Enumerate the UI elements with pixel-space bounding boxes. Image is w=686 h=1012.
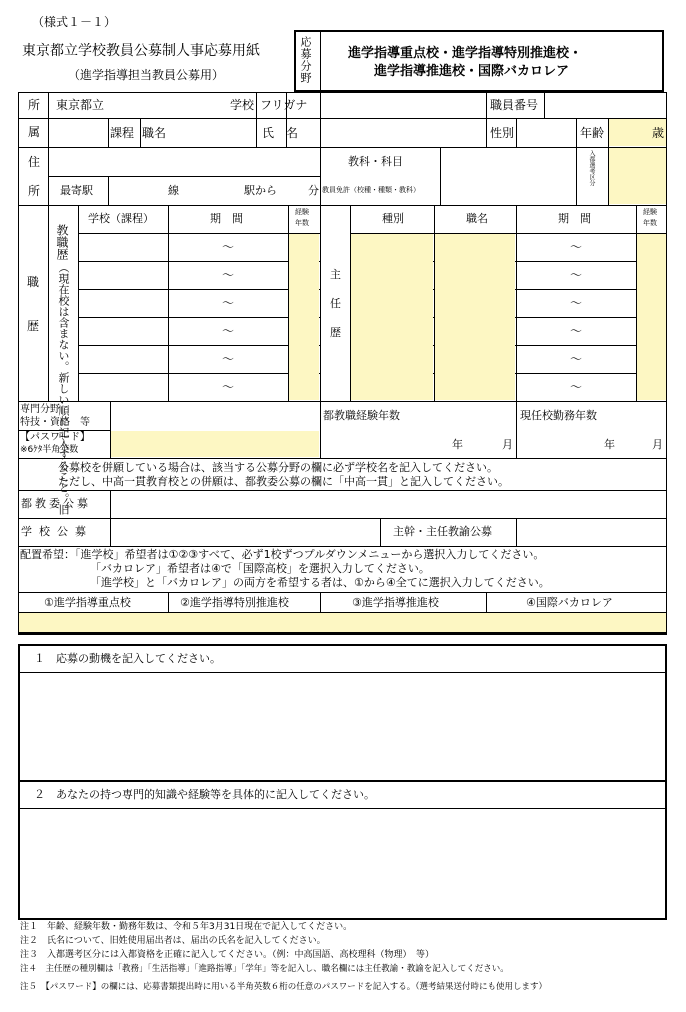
note-1: 注１ 年齢、経験年数・勤務年数は、令和５年3月31日現在で記入してください。 bbox=[20, 922, 353, 932]
tilde-left-3: ～ bbox=[222, 296, 235, 310]
password-input[interactable] bbox=[111, 431, 319, 457]
note-4: 注４ 主任歴の種別欄は「教務」「生活指導」「進路指導」「学年」等を記入し、職名欄には主任教諭・教諭を記入してください。 bbox=[20, 964, 509, 974]
address-label-2: 所 bbox=[28, 184, 41, 198]
name-input[interactable] bbox=[287, 119, 485, 146]
password-label: 【パスワード】 bbox=[20, 432, 90, 443]
tilde-left-4: ～ bbox=[222, 324, 235, 338]
form-number: （様式１－１） bbox=[32, 15, 117, 29]
license-label: 教員免許（校種・種類・教科） bbox=[322, 186, 420, 194]
type-header: 種別 bbox=[382, 212, 404, 225]
years-header-right-2: 年数 bbox=[643, 219, 657, 227]
chief-application-label: 主幹・主任教諭公募 bbox=[393, 525, 492, 538]
tilde-right-1: ～ bbox=[570, 240, 583, 254]
tokyo-months-unit: 月 bbox=[502, 438, 513, 451]
from-station-label: 駅から bbox=[244, 184, 277, 197]
placement-col-3: ③進学指導推進校 bbox=[352, 596, 439, 609]
chief-label-3: 歴 bbox=[330, 326, 341, 339]
tokyo-years-label: 都教職経験年数 bbox=[323, 409, 400, 422]
tilde-right-5: ～ bbox=[570, 352, 583, 366]
note-5: 注５ 【パスワード】の欄には、応募書類提出時に用いる半角英数６桁の任意のパスワードを記入する。（選考結果送付時にも使用します） bbox=[20, 982, 548, 992]
placement-line-2: 「バカロレア」希望者は④で「国際高校」を選択入力してください。 bbox=[90, 562, 430, 575]
form-title: 東京都立学校教員公募制人事応募用紙 bbox=[22, 43, 260, 59]
notice-line-2: ただし、中高一貫教育校との併願は、都教委公募の欄に「中高一貫」と記入してください。 bbox=[58, 475, 509, 488]
staff-no-input[interactable] bbox=[545, 93, 666, 117]
teaching-history-label: 教職歴 bbox=[55, 224, 69, 260]
tilde-right-2: ～ bbox=[570, 268, 583, 282]
years-header-right-1: 経験 bbox=[643, 208, 657, 216]
tilde-left-5: ～ bbox=[222, 352, 235, 366]
period-header-right: 期 間 bbox=[558, 212, 591, 225]
age-label: 年齢 bbox=[580, 126, 605, 140]
current-months-unit: 月 bbox=[652, 438, 663, 451]
specialty-input[interactable] bbox=[111, 402, 319, 429]
placement-col-4: ④国際バカロレア bbox=[526, 596, 613, 609]
chief-application-input[interactable] bbox=[517, 519, 666, 545]
years-header-left-2: 年数 bbox=[295, 219, 309, 227]
address-input[interactable] bbox=[49, 148, 319, 175]
admission-category-label: 入都選考区分 bbox=[588, 150, 595, 186]
specialty-label-2: 特技・資格 等 bbox=[20, 417, 90, 428]
period-header-left: 期 間 bbox=[210, 212, 243, 225]
school-suffix: 学校 bbox=[230, 98, 255, 112]
age-unit: 歳 bbox=[652, 126, 665, 140]
field-label: 応募分野 bbox=[299, 36, 312, 84]
placement-select-4[interactable] bbox=[487, 613, 666, 632]
address-label-1: 住 bbox=[28, 155, 41, 169]
furigana-input[interactable] bbox=[287, 93, 485, 117]
field-line-1: 進学指導重点校・進学指導特別推進校・ bbox=[348, 46, 583, 61]
placement-col-2: ②進学指導特別推進校 bbox=[180, 596, 289, 609]
note-3: 注３ 入都選考区分には入都資格を正確に記入してください。（例：中高国語、高校理科（物理） 等） bbox=[20, 950, 435, 960]
subject-label: 教科・科目 bbox=[348, 155, 403, 168]
years-header-left-1: 経験 bbox=[295, 208, 309, 216]
minutes-label: 分 bbox=[308, 184, 319, 197]
line-label: 線 bbox=[168, 184, 179, 197]
career-label-1: 職 bbox=[27, 275, 40, 289]
placement-select-3[interactable] bbox=[321, 613, 485, 632]
form-subtitle: （進学指導担当教員公募用） bbox=[68, 68, 225, 82]
essay-answer-2[interactable] bbox=[22, 811, 662, 915]
name-label: 氏 名 bbox=[262, 126, 299, 140]
specialty-label-1: 専門分野 bbox=[20, 404, 60, 415]
tilde-right-3: ～ bbox=[570, 296, 583, 310]
essay-answer-1[interactable] bbox=[22, 675, 662, 777]
placement-select-1[interactable] bbox=[19, 613, 167, 632]
current-years-unit: 年 bbox=[604, 438, 615, 451]
career-label-2: 歴 bbox=[27, 319, 40, 333]
gender-label: 性別 bbox=[490, 126, 515, 140]
tokyo-years-unit: 年 bbox=[452, 438, 463, 451]
placement-select-2[interactable] bbox=[169, 613, 319, 632]
tokyo-prefix: 東京都立 bbox=[56, 98, 105, 112]
current-years-label: 現任校勤務年数 bbox=[520, 409, 597, 422]
placement-col-1: ①進学指導重点校 bbox=[44, 596, 131, 609]
staff-no-label: 職員番号 bbox=[490, 98, 539, 112]
course-label: 課程 bbox=[110, 126, 135, 140]
school-application-label: 学校公募 bbox=[21, 525, 93, 538]
notice-line-1: 公募校を併願している場合は、該当する公募分野の欄に必ず学校名を記入してください。 bbox=[58, 461, 498, 474]
chief-label-1: 主 bbox=[330, 268, 341, 281]
tilde-left-2: ～ bbox=[222, 268, 235, 282]
furigana-label: フリガナ bbox=[260, 98, 308, 112]
placement-line-1: 配置希望：「進学校」希望者は①②③すべて、必ず1校ずつプルダウンメニューから選択入力してください。 bbox=[20, 548, 545, 561]
affiliation-label-2: 属 bbox=[28, 125, 41, 139]
school-course-header: 学校（課程） bbox=[88, 212, 154, 225]
job-title-header: 職名 bbox=[466, 212, 488, 225]
essay-question-2: ２ あなたの持つ専門的知識や経験等を具体的に記入してください。 bbox=[34, 788, 375, 801]
nearest-station-label: 最寄駅 bbox=[60, 184, 93, 197]
position-label: 職名 bbox=[142, 126, 167, 140]
teaching-history-note: （現在校は含まない。新しい順に記入すること。旧 bbox=[57, 262, 70, 515]
field-line-2: 進学指導推進校・国際バカロレア bbox=[374, 64, 570, 79]
board-application-input[interactable] bbox=[111, 491, 666, 517]
placement-line-3: 「進学校」と「バカロレア」の両方を希望する者は、①から④全てに選択入力してください。 bbox=[90, 576, 550, 589]
essay-question-1: １ 応募の動機を記入してください。 bbox=[34, 652, 221, 665]
chief-label-2: 任 bbox=[330, 297, 341, 310]
password-hint: ※6ｹﾀ半角英数 bbox=[20, 445, 79, 455]
affiliation-label-1: 所 bbox=[28, 98, 41, 112]
school-application-input[interactable] bbox=[111, 519, 379, 545]
tilde-left-1: ～ bbox=[222, 240, 235, 254]
tilde-right-6: ～ bbox=[570, 380, 583, 394]
tilde-right-4: ～ bbox=[570, 324, 583, 338]
field-box bbox=[294, 30, 664, 92]
tilde-left-6: ～ bbox=[222, 380, 235, 394]
note-2: 注２ 氏名について、旧姓使用届出者は、届出の氏名を記入してください。 bbox=[20, 936, 326, 946]
board-application-label: 都教委公募 bbox=[21, 497, 91, 510]
